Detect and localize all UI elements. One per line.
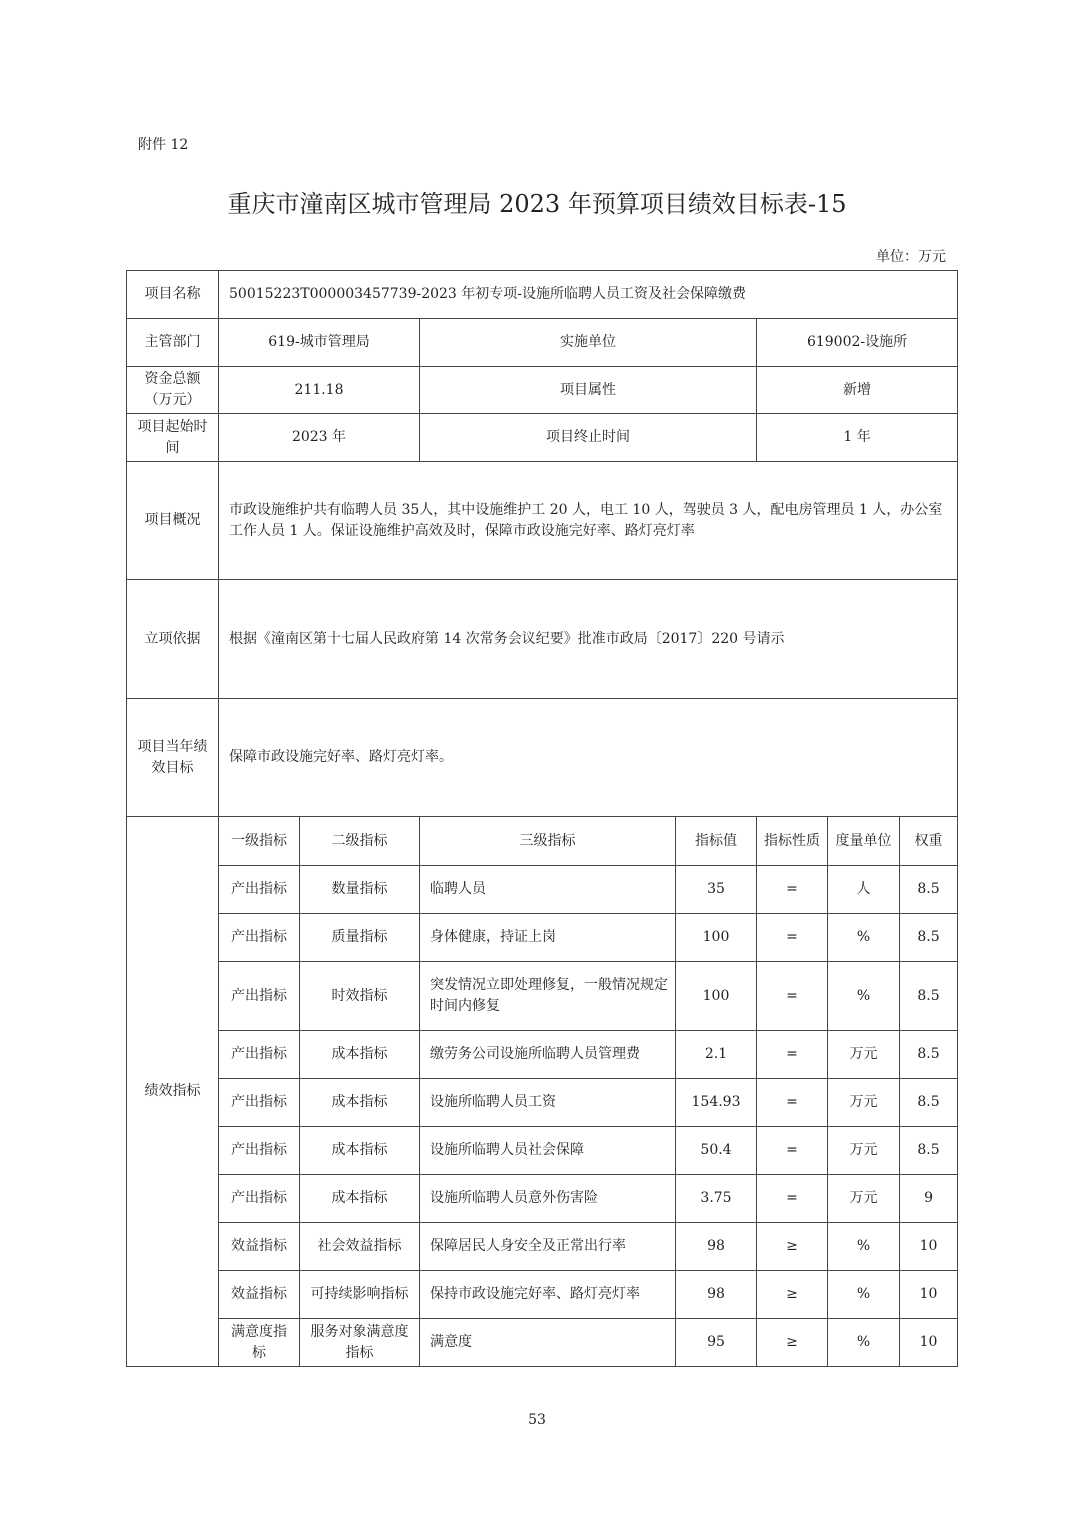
table-cell: 35: [676, 866, 757, 914]
table-cell: 质量指标: [300, 914, 420, 962]
table-cell: 8.5: [900, 914, 958, 962]
performance-table: [126, 270, 958, 1367]
table-cell: 满意度: [420, 1319, 676, 1367]
table-cell: 产出指标: [219, 1031, 300, 1079]
table-cell: %: [828, 914, 900, 962]
table-cell: 成本指标: [300, 1127, 420, 1175]
table-row: [127, 962, 958, 1031]
table-cell: 数量指标: [300, 866, 420, 914]
start: 2023 年: [219, 414, 420, 462]
table-row: [127, 1079, 958, 1127]
table-cell: 万元: [828, 1079, 900, 1127]
table-cell: 产出指标: [219, 1175, 300, 1223]
table-cell: =: [757, 1175, 828, 1223]
table-cell: =: [757, 914, 828, 962]
label-overview: 项目概况: [127, 462, 219, 580]
table-cell: =: [757, 1127, 828, 1175]
table-cell: 98: [676, 1271, 757, 1319]
label-fund: 资金总额（万元）: [127, 367, 219, 414]
end: 1 年: [757, 414, 958, 462]
table-cell: 10: [900, 1271, 958, 1319]
table-cell: 8.5: [900, 962, 958, 1031]
unit-label: 单位：万元: [876, 249, 946, 265]
table-cell: 身体健康，持证上岗: [420, 914, 676, 962]
table-cell: %: [828, 1271, 900, 1319]
table-cell: 万元: [828, 1175, 900, 1223]
table-cell: 产出指标: [219, 962, 300, 1031]
table-cell: 万元: [828, 1127, 900, 1175]
label-dept: 主管部门: [127, 319, 219, 367]
table-cell: =: [757, 1079, 828, 1127]
table-cell: 产出指标: [219, 866, 300, 914]
column-header: 度量单位: [828, 817, 900, 866]
column-header: 一级指标: [219, 817, 300, 866]
table-cell: 8.5: [900, 1127, 958, 1175]
table-cell: 8.5: [900, 1079, 958, 1127]
table-cell: 9: [900, 1175, 958, 1223]
table-row: [127, 1223, 958, 1271]
table-cell: 3.75: [676, 1175, 757, 1223]
basis: 根据《潼南区第十七届人民政府第 14 次常务会议纪要》批准市政局〔2017〕220 号请示: [219, 580, 958, 699]
page-number: 53: [528, 1412, 546, 1428]
table-cell: 成本指标: [300, 1031, 420, 1079]
table-cell: 临聘人员: [420, 866, 676, 914]
table-cell: 万元: [828, 1031, 900, 1079]
table-cell: 效益指标: [219, 1223, 300, 1271]
dept: 619-城市管理局: [219, 319, 420, 367]
table-cell: 时效指标: [300, 962, 420, 1031]
table-cell: 成本指标: [300, 1079, 420, 1127]
table-cell: 8.5: [900, 866, 958, 914]
column-header: 指标性质: [757, 817, 828, 866]
table-cell: 缴劳务公司设施所临聘人员管理费: [420, 1031, 676, 1079]
impl: 619002-设施所: [757, 319, 958, 367]
table-cell: 产出指标: [219, 1079, 300, 1127]
table-cell: 产出指标: [219, 1127, 300, 1175]
project-name: 50015223T000003457739-2023 年初专项-设施所临聘人员工资及社会保障缴费: [219, 271, 958, 319]
table-cell: 8.5: [900, 1031, 958, 1079]
table-cell: 保障居民人身安全及正常出行率: [420, 1223, 676, 1271]
table-cell: ≥: [757, 1223, 828, 1271]
table-cell: 成本指标: [300, 1175, 420, 1223]
table-row: [127, 914, 958, 962]
attachment-label: 附件 12: [138, 137, 189, 153]
column-header: 权重: [900, 817, 958, 866]
table-cell: 服务对象满意度指标: [300, 1319, 420, 1367]
table-cell: 产出指标: [219, 914, 300, 962]
overview: 市政设施维护共有临聘人员 35人，其中设施维护工 20 人，电工 10 人，驾驶员 3 人，配电房管理员 1 人，办公室工作人员 1 人。保证设施维护高效及时，保障市政设施完好率、路灯亮灯率: [219, 462, 958, 580]
table-row: [127, 1031, 958, 1079]
table-cell: 社会效益指标: [300, 1223, 420, 1271]
label-attr: 项目属性: [420, 367, 757, 414]
indicator-header-row: [127, 817, 958, 866]
table-cell: 满意度指标: [219, 1319, 300, 1367]
table-cell: 100: [676, 962, 757, 1031]
table-cell: ≥: [757, 1319, 828, 1367]
table-cell: 可持续影响指标: [300, 1271, 420, 1319]
table-cell: 95: [676, 1319, 757, 1367]
table-cell: %: [828, 1319, 900, 1367]
table-row: [127, 866, 958, 914]
table-cell: 人: [828, 866, 900, 914]
label-start: 项目起始时间: [127, 414, 219, 462]
table-row: [127, 1127, 958, 1175]
table-row: [127, 1319, 958, 1367]
table-cell: 2.1: [676, 1031, 757, 1079]
label-basis: 立项依据: [127, 580, 219, 699]
table-cell: %: [828, 1223, 900, 1271]
table-cell: %: [828, 962, 900, 1031]
table-cell: 设施所临聘人员工资: [420, 1079, 676, 1127]
table-cell: 98: [676, 1223, 757, 1271]
table-row: [127, 1271, 958, 1319]
table-cell: =: [757, 1031, 828, 1079]
table-cell: 设施所临聘人员意外伤害险: [420, 1175, 676, 1223]
table-cell: 10: [900, 1319, 958, 1367]
attr: 新增: [757, 367, 958, 414]
label-impl: 实施单位: [420, 319, 757, 367]
fund: 211.18: [219, 367, 420, 414]
table-row: [127, 1175, 958, 1223]
page-title: 重庆市潼南区城市管理局 2023 年预算项目绩效目标表-15: [227, 190, 847, 218]
column-header: 三级指标: [420, 817, 676, 866]
table-cell: 效益指标: [219, 1271, 300, 1319]
table-cell: ≥: [757, 1271, 828, 1319]
table-cell: =: [757, 962, 828, 1031]
column-header: 指标值: [676, 817, 757, 866]
table-cell: 突发情况立即处理修复，一般情况规定时间内修复: [420, 962, 676, 1031]
table-cell: 50.4: [676, 1127, 757, 1175]
label-end: 项目终止时间: [420, 414, 757, 462]
table-cell: =: [757, 866, 828, 914]
label-name: 项目名称: [127, 271, 219, 319]
table-cell: 100: [676, 914, 757, 962]
label-indicators: 绩效指标: [127, 817, 219, 1367]
label-goal: 项目当年绩效目标: [127, 699, 219, 817]
goal: 保障市政设施完好率、路灯亮灯率。: [219, 699, 958, 817]
table-cell: 设施所临聘人员社会保障: [420, 1127, 676, 1175]
table-cell: 154.93: [676, 1079, 757, 1127]
table-cell: 10: [900, 1223, 958, 1271]
table-cell: 保持市政设施完好率、路灯亮灯率: [420, 1271, 676, 1319]
column-header: 二级指标: [300, 817, 420, 866]
